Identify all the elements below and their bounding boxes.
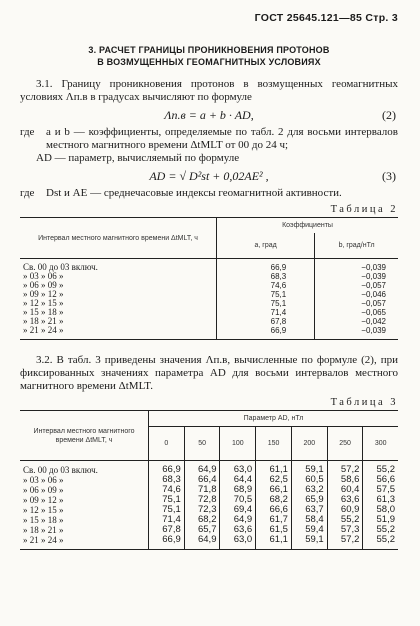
table-3-body xyxy=(20,461,398,550)
lambda-value: 64,9 xyxy=(220,515,256,525)
lambda-value: 61,7 xyxy=(256,515,292,525)
table-3-param-header: Параметр AD, нТл xyxy=(149,411,398,427)
formula-2-number: (2) xyxy=(382,108,396,122)
where-indices xyxy=(20,187,398,200)
lambda-value: 58,4 xyxy=(291,515,327,525)
interval-label: » 18 » 21 » xyxy=(23,525,64,535)
lambda-value: 72,3 xyxy=(184,505,220,515)
coef-b-value: −0,039 xyxy=(315,272,398,281)
interval-label: » 15 » 18 » xyxy=(23,515,64,525)
gap-cell xyxy=(363,545,398,550)
lambda-value: 63,0 xyxy=(220,535,256,545)
gap-cell xyxy=(220,545,256,550)
lambda-value: 59,4 xyxy=(291,525,327,535)
gap-cell xyxy=(20,545,149,550)
coef-a-value: 66,9 xyxy=(217,326,315,335)
lambda-value: 75,1 xyxy=(149,505,185,515)
lambda-value: 66,9 xyxy=(149,465,185,475)
table-2-gap xyxy=(20,335,398,340)
lambda-value: 55,2 xyxy=(363,535,398,545)
interval-label: » 03 » 06 » xyxy=(23,271,64,281)
section-title xyxy=(20,44,398,68)
coef-b-value: −0,039 xyxy=(315,263,398,272)
coef-a-value: 75,1 xyxy=(217,290,315,299)
paragraph-3-2: 3.2. В табл. 3 приведены значения Λп.в, вычисленные по формуле (2), при фиксированных значениях параметра AD для восьми интервалов местного магнитного времени ΔtMLT. xyxy=(20,354,398,392)
lambda-value: 69,4 xyxy=(220,505,256,515)
lambda-value: 74,6 xyxy=(149,485,185,495)
table-2-header-row xyxy=(20,218,398,234)
lambda-value: 68,2 xyxy=(256,495,292,505)
lambda-value: 61,1 xyxy=(256,465,292,475)
interval-label: » 06 » 09 » xyxy=(23,485,64,495)
where-word-2: где xyxy=(20,187,35,199)
lambda-value: 72,8 xyxy=(184,495,220,505)
lambda-value: 51,9 xyxy=(363,515,398,525)
ad-value-header: 150 xyxy=(256,427,292,461)
coef-a-value: 66,9 xyxy=(217,263,315,272)
lambda-value: 63,0 xyxy=(220,465,256,475)
lambda-value: 63,2 xyxy=(291,485,327,495)
section-title-line-2: В ВОЗМУЩЕННЫХ ГЕОМАГНИТНЫХ УСЛОВИЯХ xyxy=(97,57,321,67)
interval-label: » 06 » 09 » xyxy=(23,280,64,290)
lambda-value: 64,4 xyxy=(220,475,256,485)
table-2-b-header: b, град/нТл xyxy=(315,233,398,259)
lambda-value: 66,4 xyxy=(184,475,220,485)
table-row xyxy=(20,263,398,272)
gap-cell xyxy=(149,545,185,550)
lambda-value: 65,9 xyxy=(291,495,327,505)
interval-label: » 21 » 24 » xyxy=(23,325,64,335)
lambda-value: 71,4 xyxy=(149,515,185,525)
table-3-interval-header: Интервал местного магнитного времени ΔtMLT, ч xyxy=(20,411,149,461)
lambda-value: 64,9 xyxy=(184,465,220,475)
where-coefficients-text: a и b — коэффициенты, определяемые по табл. 2 для восьми интервалов местного магнитного времени ΔtMLT от 00 до 24 ч; xyxy=(46,126,398,151)
lambda-value: 57,2 xyxy=(327,465,363,475)
lambda-value: 55,2 xyxy=(363,465,398,475)
lambda-value: 66,6 xyxy=(256,505,292,515)
interval-label: » 18 » 21 » xyxy=(23,316,64,326)
table-row xyxy=(20,317,398,326)
lambda-value: 56,6 xyxy=(363,475,398,485)
lambda-value: 66,1 xyxy=(256,485,292,495)
coef-b-value: −0,042 xyxy=(315,317,398,326)
table-row xyxy=(20,290,398,299)
table-row xyxy=(20,272,398,281)
lambda-value: 66,9 xyxy=(149,535,185,545)
lambda-value: 68,3 xyxy=(149,475,185,485)
lambda-value: 68,9 xyxy=(220,485,256,495)
coef-a-value: 74,6 xyxy=(217,281,315,290)
gap-cell xyxy=(291,545,327,550)
lambda-value: 60,5 xyxy=(291,475,327,485)
lambda-value: 57,5 xyxy=(363,485,398,495)
table-row xyxy=(20,535,398,545)
coef-b-value: −0,057 xyxy=(315,299,398,308)
coef-b-value: −0,039 xyxy=(315,326,398,335)
table-2-coef-header: Коэффициенты xyxy=(217,218,398,234)
ad-value-header: 0 xyxy=(149,427,185,461)
lambda-value: 70,5 xyxy=(220,495,256,505)
lambda-value: 61,1 xyxy=(256,535,292,545)
paragraph-3-1: 3.1. Границу проникновения протонов в возмущенных геомагнитных условиях Λп.в в градусах вычисляют по формуле xyxy=(20,78,398,103)
coef-a-value: 68,3 xyxy=(217,272,315,281)
coef-b-value: −0,065 xyxy=(315,308,398,317)
table-2-interval-header: Интервал местного магнитного времени ΔtMLT, ч xyxy=(20,218,217,259)
lambda-value: 68,2 xyxy=(184,515,220,525)
ad-value-header: 50 xyxy=(184,427,220,461)
lambda-value: 75,1 xyxy=(149,495,185,505)
lambda-value: 63,7 xyxy=(291,505,327,515)
page-header: ГОСТ 25645.121—85 Стр. 3 xyxy=(254,12,398,24)
lambda-value: 61,3 xyxy=(363,495,398,505)
gap-cell xyxy=(315,335,398,340)
lambda-value: 64,9 xyxy=(184,535,220,545)
lambda-value: 71,8 xyxy=(184,485,220,495)
lambda-value: 55,2 xyxy=(363,525,398,535)
interval-label: » 09 » 12 » xyxy=(23,495,64,505)
lambda-value: 59,1 xyxy=(291,465,327,475)
table-2-a-header: a, град xyxy=(217,233,315,259)
coef-b-value: −0,046 xyxy=(315,290,398,299)
gap-cell xyxy=(256,545,292,550)
table-row xyxy=(20,281,398,290)
lambda-value: 59,1 xyxy=(291,535,327,545)
section-title-line-1: 3. РАСЧЕТ ГРАНИЦЫ ПРОНИКНОВЕНИЯ ПРОТОНОВ xyxy=(88,45,330,55)
interval-label: Св. 00 до 03 включ. xyxy=(23,465,98,475)
gap-cell xyxy=(327,545,363,550)
table-row xyxy=(20,299,398,308)
formula-3 xyxy=(20,165,398,187)
formula-3-number: (3) xyxy=(382,169,396,183)
coef-a-value: 71,4 xyxy=(217,308,315,317)
interval-label: » 21 » 24 » xyxy=(23,535,64,545)
table-3-gap xyxy=(20,545,398,550)
table-2-caption: Таблица 2 xyxy=(330,204,398,215)
gap-cell xyxy=(20,335,217,340)
lambda-value: 63,6 xyxy=(220,525,256,535)
table-3-header-row xyxy=(20,411,398,427)
interval-label: » 12 » 15 » xyxy=(23,298,64,308)
lambda-value: 60,4 xyxy=(327,485,363,495)
where-indices-text: Dst и AE — среднечасовые индексы геомагнитной активности. xyxy=(46,187,342,199)
lambda-value: 58,6 xyxy=(327,475,363,485)
lambda-value: 57,2 xyxy=(327,535,363,545)
ad-value-header: 300 xyxy=(363,427,398,461)
interval-label: » 09 » 12 » xyxy=(23,289,64,299)
gap-cell xyxy=(184,545,220,550)
lambda-value: 65,7 xyxy=(184,525,220,535)
table-row xyxy=(20,326,398,335)
table-2 xyxy=(20,217,398,340)
coef-a-value: 75,1 xyxy=(217,299,315,308)
table-3 xyxy=(20,410,398,550)
ad-value-header: 200 xyxy=(291,427,327,461)
lambda-value: 61,5 xyxy=(256,525,292,535)
lambda-value: 60,9 xyxy=(327,505,363,515)
interval-label: » 12 » 15 » xyxy=(23,505,64,515)
gap-cell xyxy=(217,335,315,340)
formula-3-expression: AD = √ D²st + 0,02AE² , xyxy=(149,169,269,183)
ad-definition: AD — параметр, вычисляемый по формуле xyxy=(36,152,240,164)
lambda-value: 58,0 xyxy=(363,505,398,515)
lambda-value: 67,8 xyxy=(149,525,185,535)
lambda-value: 63,6 xyxy=(327,495,363,505)
interval-label: Св. 00 до 03 включ. xyxy=(23,262,98,272)
table-3-caption: Таблица 3 xyxy=(330,397,398,408)
formula-2-expression: Λп.в = a + b · AD, xyxy=(164,108,254,122)
lambda-value: 55,2 xyxy=(327,515,363,525)
table-2-body xyxy=(20,259,398,340)
where-coefficients xyxy=(20,126,398,152)
interval-label: » 03 » 06 » xyxy=(23,475,64,485)
interval-label: » 15 » 18 » xyxy=(23,307,64,317)
ad-value-header: 250 xyxy=(327,427,363,461)
formula-2 xyxy=(20,104,398,126)
ad-value-header: 100 xyxy=(220,427,256,461)
lambda-value: 62,5 xyxy=(256,475,292,485)
table-row xyxy=(20,308,398,317)
where-word: где xyxy=(20,126,35,138)
lambda-value: 57,3 xyxy=(327,525,363,535)
coef-a-value: 67,8 xyxy=(217,317,315,326)
coef-b-value: −0,057 xyxy=(315,281,398,290)
